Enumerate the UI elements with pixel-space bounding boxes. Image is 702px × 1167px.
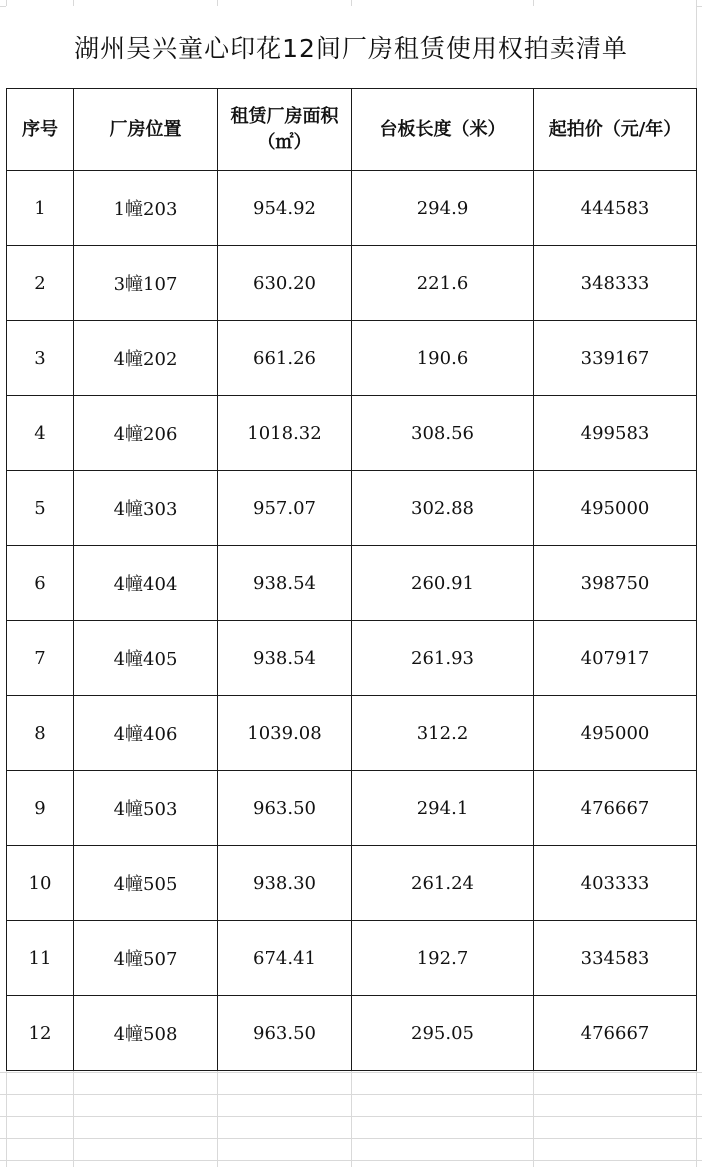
cell-starting-price: 499583 — [534, 396, 697, 471]
cell-location: 4幢303 — [74, 471, 218, 546]
cell-starting-price: 495000 — [534, 471, 697, 546]
header-starting-price: 起拍价（元/年） — [534, 89, 697, 171]
cell-starting-price: 495000 — [534, 696, 697, 771]
table-row — [7, 396, 697, 471]
cell-index: 10 — [7, 846, 74, 921]
cell-platform-length: 308.56 — [352, 396, 534, 471]
cell-index: 2 — [7, 246, 74, 321]
cell-starting-price: 398750 — [534, 546, 697, 621]
cell-area: 1018.32 — [218, 396, 352, 471]
table-row — [7, 696, 697, 771]
cell-platform-length: 221.6 — [352, 246, 534, 321]
cell-platform-length: 261.93 — [352, 621, 534, 696]
cell-area: 661.26 — [218, 321, 352, 396]
cell-platform-length: 260.91 — [352, 546, 534, 621]
cell-area: 954.92 — [218, 171, 352, 246]
page-title: 湖州吴兴童心印花12间厂房租赁使用权拍卖清单 — [6, 6, 696, 88]
table-row — [7, 846, 697, 921]
table-row — [7, 771, 697, 846]
cell-index: 6 — [7, 546, 74, 621]
cell-area: 938.30 — [218, 846, 352, 921]
cell-location: 4幢503 — [74, 771, 218, 846]
cell-starting-price: 476667 — [534, 771, 697, 846]
cell-starting-price: 444583 — [534, 171, 697, 246]
table-row — [7, 546, 697, 621]
cell-location: 4幢505 — [74, 846, 218, 921]
cell-location: 4幢507 — [74, 921, 218, 996]
cell-index: 4 — [7, 396, 74, 471]
cell-index: 7 — [7, 621, 74, 696]
cell-area: 963.50 — [218, 771, 352, 846]
cell-platform-length: 190.6 — [352, 321, 534, 396]
header-platform-length: 台板长度（米） — [352, 89, 534, 171]
cell-platform-length: 261.24 — [352, 846, 534, 921]
table-row — [7, 321, 697, 396]
cell-starting-price: 476667 — [534, 996, 697, 1071]
cell-index: 3 — [7, 321, 74, 396]
cell-location: 3幢107 — [74, 246, 218, 321]
cell-platform-length: 294.1 — [352, 771, 534, 846]
cell-starting-price: 334583 — [534, 921, 697, 996]
cell-location: 4幢405 — [74, 621, 218, 696]
cell-index: 5 — [7, 471, 74, 546]
cell-area: 957.07 — [218, 471, 352, 546]
table-row — [7, 996, 697, 1071]
cell-area: 674.41 — [218, 921, 352, 996]
cell-index: 11 — [7, 921, 74, 996]
header-area: 租赁厂房面积（㎡） — [218, 89, 352, 171]
cell-index: 9 — [7, 771, 74, 846]
cell-location: 4幢202 — [74, 321, 218, 396]
table-row — [7, 171, 697, 246]
cell-starting-price: 403333 — [534, 846, 697, 921]
header-location: 厂房位置 — [74, 89, 218, 171]
header-index: 序号 — [7, 89, 74, 171]
cell-platform-length: 294.9 — [352, 171, 534, 246]
cell-area: 938.54 — [218, 621, 352, 696]
cell-location: 1幢203 — [74, 171, 218, 246]
auction-list-table — [6, 88, 697, 1071]
cell-starting-price: 348333 — [534, 246, 697, 321]
cell-area: 630.20 — [218, 246, 352, 321]
cell-location: 4幢404 — [74, 546, 218, 621]
table-row — [7, 471, 697, 546]
cell-location: 4幢508 — [74, 996, 218, 1071]
table-row — [7, 921, 697, 996]
cell-platform-length: 192.7 — [352, 921, 534, 996]
cell-area: 1039.08 — [218, 696, 352, 771]
cell-platform-length: 302.88 — [352, 471, 534, 546]
cell-area: 938.54 — [218, 546, 352, 621]
cell-platform-length: 295.05 — [352, 996, 534, 1071]
table-row — [7, 621, 697, 696]
cell-starting-price: 407917 — [534, 621, 697, 696]
cell-platform-length: 312.2 — [352, 696, 534, 771]
cell-area: 963.50 — [218, 996, 352, 1071]
table-row — [7, 246, 697, 321]
cell-index: 8 — [7, 696, 74, 771]
table-header-row — [7, 89, 697, 171]
cell-index: 12 — [7, 996, 74, 1071]
cell-index: 1 — [7, 171, 74, 246]
cell-location: 4幢406 — [74, 696, 218, 771]
cell-starting-price: 339167 — [534, 321, 697, 396]
cell-location: 4幢206 — [74, 396, 218, 471]
